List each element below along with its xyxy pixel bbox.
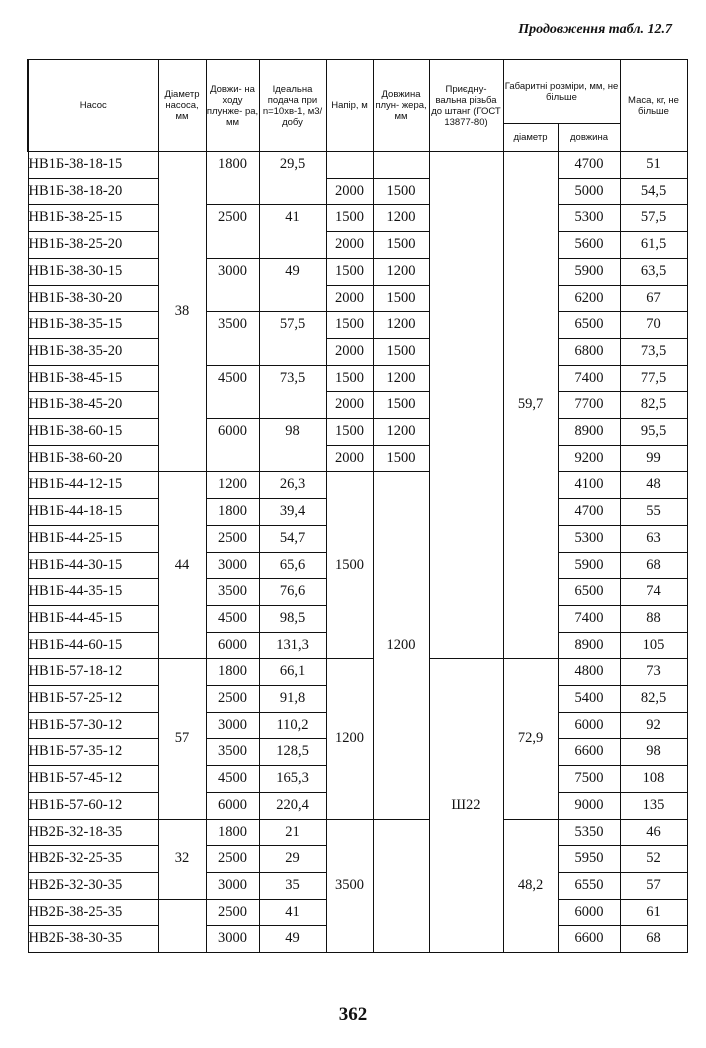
header-thread: Приєдну- вальна різьба до штанг (ГОСТ 13877-80): [429, 60, 503, 152]
rod-thread: [429, 152, 503, 659]
pump-mass: 63,5: [620, 258, 687, 285]
plunger-length: 1200: [373, 472, 429, 819]
dimension-diameter: 48,2: [503, 819, 558, 953]
dimension-length: 5600: [558, 232, 620, 259]
pump-name: НВ1Б-44-30-15: [28, 552, 158, 579]
pump-name: НВ1Б-57-60-12: [28, 792, 158, 819]
pump-mass: 74: [620, 579, 687, 606]
page-number: 362: [338, 1004, 368, 1025]
stroke-length: 4500: [206, 365, 259, 418]
ideal-flow: 54,7: [259, 525, 326, 552]
head-value: 2000: [326, 178, 373, 205]
ideal-flow: 98,5: [259, 605, 326, 632]
dimension-length: 6000: [558, 899, 620, 926]
pump-mass: 95,5: [620, 419, 687, 446]
ideal-flow: 91,8: [259, 686, 326, 713]
stroke-length: 2500: [206, 846, 259, 873]
table-caption: Продовження табл. 12.7: [518, 22, 672, 37]
pump-name: НВ2Б-32-25-35: [28, 846, 158, 873]
stroke-length: 6000: [206, 792, 259, 819]
stroke-length: 2500: [206, 899, 259, 926]
plunger-length: 1200: [373, 205, 429, 232]
ideal-flow: 220,4: [259, 792, 326, 819]
plunger-length: [373, 819, 429, 953]
dimension-length: 5300: [558, 205, 620, 232]
dimension-length: 7400: [558, 365, 620, 392]
pump-name: НВ1Б-44-12-15: [28, 472, 158, 499]
dimension-length: 9200: [558, 445, 620, 472]
pump-name: НВ1Б-38-30-15: [28, 258, 158, 285]
ideal-flow: 41: [259, 205, 326, 258]
dimension-length: 5900: [558, 552, 620, 579]
pump-name: НВ1Б-38-18-20: [28, 178, 158, 205]
stroke-length: 1800: [206, 152, 259, 205]
pump-name: НВ1Б-57-35-12: [28, 739, 158, 766]
ideal-flow: 66,1: [259, 659, 326, 686]
pump-mass: 52: [620, 846, 687, 873]
head-value: 1500: [326, 258, 373, 285]
head-value: 1500: [326, 365, 373, 392]
pump-mass: 73,5: [620, 338, 687, 365]
pump-name: НВ1Б-57-30-12: [28, 712, 158, 739]
ideal-flow: 41: [259, 899, 326, 926]
head-value: 3500: [326, 819, 373, 953]
pump-mass: 51: [620, 152, 687, 179]
stroke-length: 3500: [206, 312, 259, 365]
ideal-flow: 98: [259, 419, 326, 472]
ideal-flow: 65,6: [259, 552, 326, 579]
dimension-length: 5000: [558, 178, 620, 205]
dimension-length: 4100: [558, 472, 620, 499]
pump-diameter: 44: [158, 472, 206, 659]
stroke-length: 3000: [206, 872, 259, 899]
rod-thread: Ш22: [429, 659, 503, 953]
pump-name: НВ1Б-57-45-12: [28, 766, 158, 793]
header-diameter: Діаметр насоса, мм: [158, 60, 206, 152]
pump-name: НВ1Б-57-18-12: [28, 659, 158, 686]
pump-diameter: 32: [158, 819, 206, 899]
pump-mass: 67: [620, 285, 687, 312]
pump-mass: 61,5: [620, 232, 687, 259]
dimension-length: 8900: [558, 632, 620, 659]
ideal-flow: 21: [259, 819, 326, 846]
pump-mass: 98: [620, 739, 687, 766]
dimension-length: 4700: [558, 152, 620, 179]
ideal-flow: 57,5: [259, 312, 326, 365]
pump-mass: 82,5: [620, 392, 687, 419]
pump-mass: 92: [620, 712, 687, 739]
pump-mass: 135: [620, 792, 687, 819]
dimension-length: 6600: [558, 926, 620, 953]
stroke-length: 1800: [206, 659, 259, 686]
stroke-length: 2500: [206, 686, 259, 713]
pump-mass: 57: [620, 872, 687, 899]
pump-mass: 63: [620, 525, 687, 552]
plunger-length: 1500: [373, 445, 429, 472]
pump-mass: 108: [620, 766, 687, 793]
pump-name: НВ1Б-44-25-15: [28, 525, 158, 552]
pump-name: НВ1Б-57-25-12: [28, 686, 158, 713]
plunger-length: 1500: [373, 232, 429, 259]
pump-name: НВ1Б-38-30-20: [28, 285, 158, 312]
pump-mass: 68: [620, 552, 687, 579]
pump-mass: 68: [620, 926, 687, 953]
head-value: 1200: [326, 659, 373, 819]
ideal-flow: 76,6: [259, 579, 326, 606]
stroke-length: 3000: [206, 258, 259, 311]
pump-name: НВ1Б-44-60-15: [28, 632, 158, 659]
plunger-length: 1500: [373, 338, 429, 365]
pump-name: НВ2Б-38-30-35: [28, 926, 158, 953]
plunger-length: 1500: [373, 178, 429, 205]
header-mass: Маса, кг, не більше: [620, 60, 687, 152]
stroke-length: 6000: [206, 632, 259, 659]
pump-diameter: [158, 899, 206, 952]
dimension-diameter: 59,7: [503, 152, 558, 659]
head-value: 1500: [326, 419, 373, 446]
pump-name: НВ1Б-44-35-15: [28, 579, 158, 606]
pump-name: НВ1Б-38-35-20: [28, 338, 158, 365]
stroke-length: 4500: [206, 605, 259, 632]
dimension-length: 5350: [558, 819, 620, 846]
head-value: 2000: [326, 392, 373, 419]
dimension-length: 6500: [558, 312, 620, 339]
pump-mass: 99: [620, 445, 687, 472]
header-plunger-length: Довжина плун- жера, мм: [373, 60, 429, 152]
pump-mass: 61: [620, 899, 687, 926]
dimension-length: 6500: [558, 579, 620, 606]
dimension-length: 5300: [558, 525, 620, 552]
pump-mass: 48: [620, 472, 687, 499]
pump-name: НВ1Б-38-60-20: [28, 445, 158, 472]
pump-mass: 77,5: [620, 365, 687, 392]
stroke-length: 1800: [206, 499, 259, 526]
dimension-length: 5400: [558, 686, 620, 713]
stroke-length: 3000: [206, 552, 259, 579]
dimension-length: 4800: [558, 659, 620, 686]
dimension-length: 5900: [558, 258, 620, 285]
pump-name: НВ1Б-38-45-15: [28, 365, 158, 392]
pump-diameter: 57: [158, 659, 206, 819]
header-dimensions-diameter: діаметр: [503, 124, 558, 152]
head-value: 1500: [326, 312, 373, 339]
head-value: 1500: [326, 205, 373, 232]
pump-mass: 57,5: [620, 205, 687, 232]
stroke-length: 1800: [206, 819, 259, 846]
pump-mass: 105: [620, 632, 687, 659]
pump-mass: 70: [620, 312, 687, 339]
stroke-length: 3500: [206, 739, 259, 766]
pump-name: НВ1Б-38-60-15: [28, 419, 158, 446]
head-value: 2000: [326, 338, 373, 365]
head-value: 2000: [326, 232, 373, 259]
ideal-flow: 49: [259, 926, 326, 953]
pump-name: НВ1Б-38-35-15: [28, 312, 158, 339]
stroke-length: 3500: [206, 579, 259, 606]
dimension-length: 6200: [558, 285, 620, 312]
pump-mass: 46: [620, 819, 687, 846]
plunger-length: 1500: [373, 285, 429, 312]
pump-name: НВ2Б-38-25-35: [28, 899, 158, 926]
dimension-length: 5950: [558, 846, 620, 873]
ideal-flow: 110,2: [259, 712, 326, 739]
head-value: 1500: [326, 472, 373, 659]
dimension-length: 6600: [558, 739, 620, 766]
pump-mass: 54,5: [620, 178, 687, 205]
ideal-flow: 49: [259, 258, 326, 311]
pump-name: НВ2Б-32-18-35: [28, 819, 158, 846]
stroke-length: 3000: [206, 926, 259, 953]
ideal-flow: 165,3: [259, 766, 326, 793]
stroke-length: 1200: [206, 472, 259, 499]
ideal-flow: 73,5: [259, 365, 326, 418]
pump-name: НВ1Б-38-18-15: [28, 152, 158, 179]
dimension-length: 4700: [558, 499, 620, 526]
dimension-length: 6000: [558, 712, 620, 739]
pump-name: НВ1Б-44-18-15: [28, 499, 158, 526]
stroke-length: 2500: [206, 525, 259, 552]
ideal-flow: 39,4: [259, 499, 326, 526]
plunger-length: 1200: [373, 419, 429, 446]
stroke-length: 4500: [206, 766, 259, 793]
dimension-length: 7700: [558, 392, 620, 419]
plunger-length: 1500: [373, 392, 429, 419]
dimension-length: 9000: [558, 792, 620, 819]
header-pump: Насос: [28, 60, 158, 152]
plunger-length: 1200: [373, 258, 429, 285]
ideal-flow: 35: [259, 872, 326, 899]
head-value: [326, 152, 373, 179]
plunger-length: 1200: [373, 365, 429, 392]
head-value: 2000: [326, 285, 373, 312]
ideal-flow: 29,5: [259, 152, 326, 205]
plunger-length: [373, 152, 429, 179]
pump-name: НВ1Б-38-45-20: [28, 392, 158, 419]
header-stroke: Довжи- на ходу плунже- ра, мм: [206, 60, 259, 152]
pump-mass: 82,5: [620, 686, 687, 713]
header-flow: Ідеальна подача при n=10хв-1, м3/добу: [259, 60, 326, 152]
dimension-length: 6550: [558, 872, 620, 899]
header-head: Напір, м: [326, 60, 373, 152]
ideal-flow: 26,3: [259, 472, 326, 499]
pump-name: НВ1Б-38-25-20: [28, 232, 158, 259]
pump-name: НВ2Б-32-30-35: [28, 872, 158, 899]
dimension-length: 7400: [558, 605, 620, 632]
pump-mass: 73: [620, 659, 687, 686]
stroke-length: 3000: [206, 712, 259, 739]
head-value: 2000: [326, 445, 373, 472]
stroke-length: 2500: [206, 205, 259, 258]
ideal-flow: 29: [259, 846, 326, 873]
dimension-length: 7500: [558, 766, 620, 793]
plunger-length: 1200: [373, 312, 429, 339]
ideal-flow: 131,3: [259, 632, 326, 659]
pump-mass: 55: [620, 499, 687, 526]
stroke-length: 6000: [206, 419, 259, 472]
pump-mass: 88: [620, 605, 687, 632]
pump-name: НВ1Б-38-25-15: [28, 205, 158, 232]
dimension-length: 6800: [558, 338, 620, 365]
pump-table: [27, 59, 688, 953]
ideal-flow: 128,5: [259, 739, 326, 766]
header-dimensions: Габаритні розміри, мм, не більше: [503, 60, 620, 124]
pump-diameter: 38: [158, 152, 206, 472]
dimension-diameter: 72,9: [503, 659, 558, 819]
dimension-length: 8900: [558, 419, 620, 446]
header-dimensions-length: довжина: [558, 124, 620, 152]
pump-name: НВ1Б-44-45-15: [28, 605, 158, 632]
